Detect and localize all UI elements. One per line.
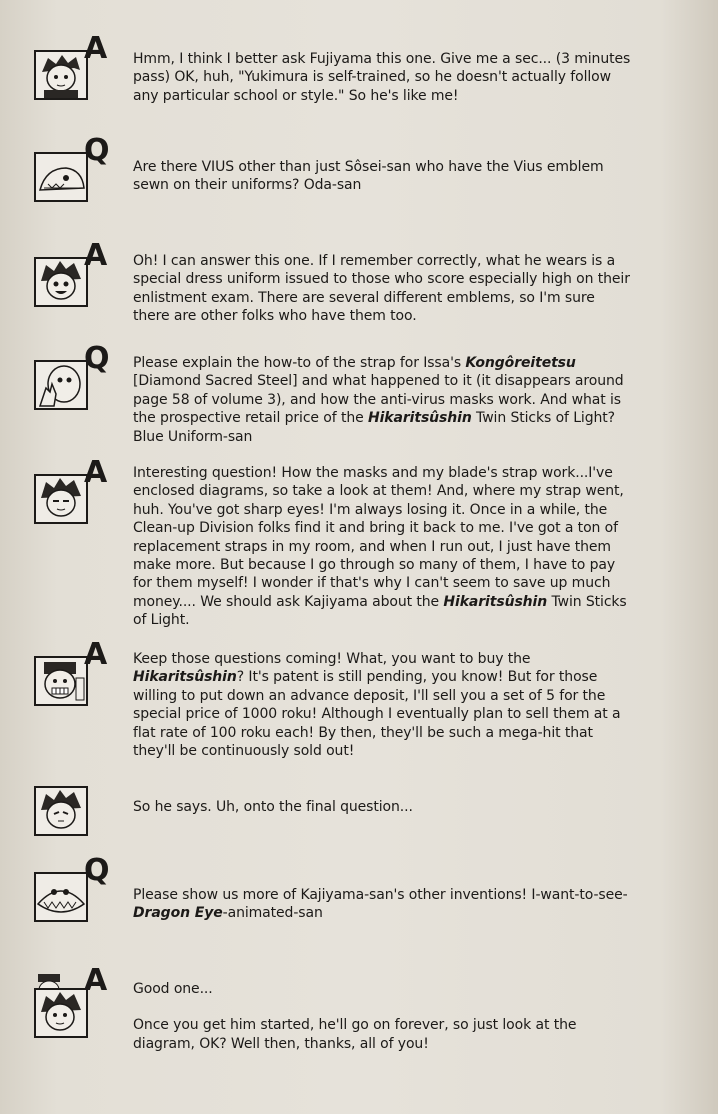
character-portrait-icon <box>34 50 88 100</box>
answer-avatar <box>34 455 112 526</box>
narrator-avatar <box>34 776 112 838</box>
answer-letter: A <box>84 238 108 273</box>
question-avatar <box>34 133 112 204</box>
ghost-mask-icon <box>34 152 88 202</box>
character-portrait-icon <box>34 474 88 524</box>
question-text: Please show us more of Kajiyama-san's other inventions! I-want-to-see-Dragon Eye-animated-san <box>133 887 628 922</box>
answer-avatar <box>34 637 112 708</box>
answer-text: Oh! I can answer this one. If I remember correctly, what he wears is a special dress uniform issued to those who score especially high on their enlistment exam. There are several different emblems, so I'm sure there are other folks who have them too. <box>133 253 630 325</box>
answer-text: Keep those questions coming! What, you want to buy the Hikaritsûshin? It's patent is still pending, you know! But for those willing to put down an advance deposit, I'll sell you a set of 5 for the special price of 1000 roku! Although I eventually plan to sell them at a flat rate of 100 roku each! By then, they'll be such a mega-hit that they'll be continuously sold out! <box>133 651 621 760</box>
answer-text: Hmm, I think I better ask Fujiyama this one. Give me a sec... (3 minutes pass) OK, huh, "Yukimura is self-trained, so he doesn't actually follow any particular school or style." So he's like me! <box>133 51 631 104</box>
mask-hand-icon <box>34 360 88 410</box>
answer-letter: A <box>84 31 108 66</box>
answer-avatar-double <box>34 963 112 1034</box>
question-letter: Q <box>84 853 110 888</box>
answer-text: Good one... Once you get him started, he'll go on forever, so just look at the diagram, OK? Well then, thanks, all of you! <box>133 981 577 1052</box>
answer-avatar <box>34 238 112 309</box>
answer-text: Interesting question! How the masks and my blade's strap work...I've enclosed diagrams, so take a look at them! And, where my strap went, huh. You've got sharp eyes! I'm always losing it. Once in a while, the Clean-up Division folks find it and bring it back to me. I've got a ton of replacement straps in my room, and when I run out, I just have them make more. But because I go through so many of them, I have to pay for them myself! I wonder if that's why I can't seem to save up much money.... We should ask Kajiyama about the Hikaritsûshin Twin Sticks of Light. <box>133 465 627 629</box>
question-text: Please explain the how-to of the strap for Issa's Kongôreitetsu [Diamond Sacred Steel] and what happened to it (it disappears around page 58 of volume 3), and how the anti-virus masks work. And what is the prospective retail price of the Hikaritsûshin Twin Sticks of Light? Blue Uniform-san <box>133 355 624 445</box>
question-letter: Q <box>84 341 110 376</box>
answer-letter: A <box>84 455 108 490</box>
kajiyama-portrait-icon <box>34 656 88 706</box>
answer-letter: A <box>84 637 108 672</box>
answer-letter: A <box>84 963 108 998</box>
answer-avatar <box>34 31 112 102</box>
character-portrait-icon <box>34 786 88 836</box>
character-portrait-icon <box>34 257 88 307</box>
character-portrait-icon <box>34 988 88 1038</box>
question-avatar <box>34 853 112 924</box>
narration-text: So he says. Uh, onto the final question... <box>133 799 413 815</box>
question-text: Are there VIUS other than just Sôsei-san who have the Vius emblem sewn on their uniforms? Oda-san <box>133 159 604 194</box>
question-letter: Q <box>84 133 110 168</box>
dragon-eye-icon <box>34 872 88 922</box>
question-avatar <box>34 341 112 412</box>
